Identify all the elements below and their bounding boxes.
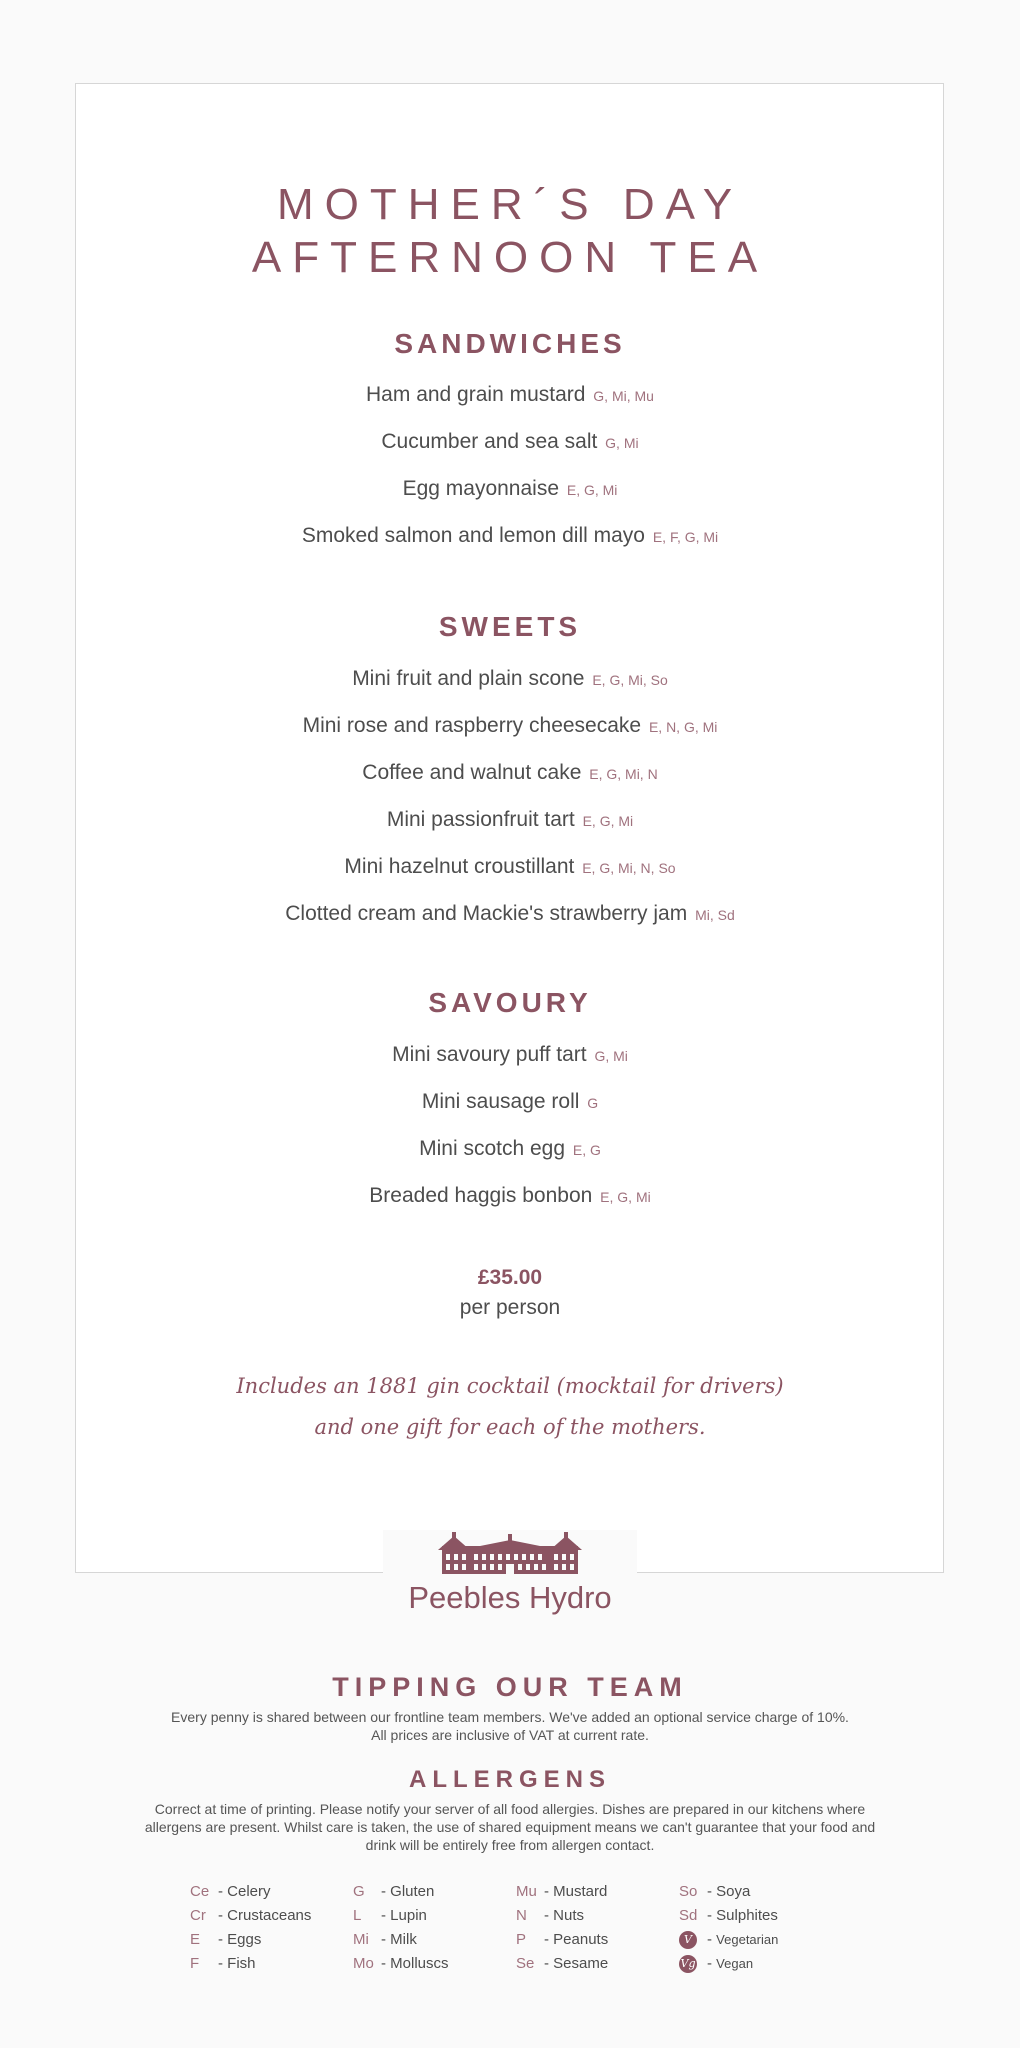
allergen-codes: G, Mi bbox=[594, 1048, 628, 1064]
allergen-codes: G, Mi, Mu bbox=[593, 388, 654, 404]
allergen-codes: E, F, G, Mi bbox=[652, 529, 719, 545]
menu-item: Cucumber and sea salt G, Mi bbox=[381, 430, 639, 453]
tipping-heading: TIPPING OUR TEAM bbox=[332, 1672, 688, 1702]
sandwiches-list bbox=[0, 372, 1020, 560]
legend-item: Mu - Mustard bbox=[516, 1883, 608, 1900]
legend-item: F - Fish bbox=[190, 1955, 256, 1972]
allergens-text: Correct at time of printing. Please notify your server of all food allergies. Dishes are prepared in our kitchens where allergens are present. Whilst care is taken, the use of shared equipment means we can't guarantee that your food and drink will be entirely free from allergen contact. bbox=[144, 1801, 876, 1853]
sweets-list bbox=[0, 656, 1020, 938]
price: £35.00 bbox=[477, 1266, 543, 1289]
tipping-text: Every penny is shared between our frontline team members. We've added an optional service charge of 10%. All prices are inclusive of VAT at current rate. bbox=[171, 1709, 849, 1743]
legend-item: Cr - Crustaceans bbox=[190, 1907, 312, 1924]
menu-item: Ham and grain mustard G, Mi, Mu bbox=[366, 383, 654, 406]
menu-item: Smoked salmon and lemon dill mayo E, F, G, Mi bbox=[301, 524, 719, 547]
allergen-codes: G, Mi bbox=[605, 435, 639, 451]
menu-item: Clotted cream and Mackie's strawberry jam Mi, Sd bbox=[285, 902, 735, 925]
legend-item: E - Eggs bbox=[190, 1931, 262, 1948]
vegetarian-icon: V bbox=[679, 1931, 697, 1949]
legend-item: Mo - Molluscs bbox=[353, 1955, 449, 1972]
menu-item: Mini scotch egg E, G bbox=[419, 1137, 601, 1160]
menu-item: Mini passionfruit tart E, G, Mi bbox=[386, 808, 634, 831]
title-line-2: AFTERNOON TEA bbox=[251, 233, 769, 282]
allergen-codes: Mi, Sd bbox=[695, 907, 735, 923]
legend-item: Ce - Celery bbox=[190, 1883, 271, 1900]
allergen-codes: E, G, Mi bbox=[582, 813, 634, 829]
menu-item: Mini fruit and plain scone E, G, Mi, So bbox=[352, 667, 668, 690]
section-heading-sandwiches: SANDWICHES bbox=[394, 328, 626, 359]
vegan-icon: Vg bbox=[679, 1955, 697, 1973]
savoury-list bbox=[0, 1032, 1020, 1220]
menu-title bbox=[0, 178, 1020, 284]
legend-item: Mi - Milk bbox=[353, 1931, 417, 1948]
title-line-1: MOTHER´S DAY bbox=[276, 180, 744, 229]
menu-item: Mini rose and raspberry cheesecake E, N, G, Mi bbox=[302, 714, 718, 737]
menu-item: Mini hazelnut croustillant E, G, Mi, N, So bbox=[344, 855, 676, 878]
allergen-legend-col-3 bbox=[516, 1880, 608, 1976]
brand-name: Peebles Hydro bbox=[408, 1580, 612, 1615]
allergen-codes: E, G, Mi, N bbox=[589, 766, 658, 782]
section-heading-savoury: SAVOURY bbox=[428, 987, 592, 1018]
menu-item: Mini savoury puff tart G, Mi bbox=[392, 1043, 628, 1066]
allergen-codes: E, N, G, Mi bbox=[648, 719, 718, 735]
menu-item: Mini sausage roll G bbox=[421, 1090, 599, 1113]
allergen-legend-col-2 bbox=[353, 1880, 449, 1976]
legend-item: V - Vegetarian bbox=[679, 1928, 778, 1952]
menu-item: Coffee and walnut cake E, G, Mi, N bbox=[362, 761, 658, 784]
legend-item: Vg - Vegan bbox=[680, 1955, 754, 1972]
allergen-legend-col-4 bbox=[679, 1880, 778, 1976]
legend-item: L - Lupin bbox=[353, 1907, 427, 1924]
includes-note: Includes an 1881 gin cocktail (mocktail for drivers) and one gift for each of the mothers. bbox=[236, 1374, 784, 1439]
section-heading-sweets: SWEETS bbox=[438, 611, 582, 642]
allergen-codes: G bbox=[587, 1095, 599, 1111]
allergen-codes: E, G, Mi bbox=[566, 482, 618, 498]
allergen-codes: E, G, Mi, So bbox=[592, 672, 668, 688]
menu-item: Breaded haggis bonbon E, G, Mi bbox=[369, 1184, 651, 1207]
allergens-heading: ALLERGENS bbox=[408, 1766, 611, 1793]
price-unit: per person bbox=[459, 1296, 561, 1319]
legend-item: P - Peanuts bbox=[516, 1931, 609, 1948]
legend-item: G - Gluten bbox=[353, 1883, 435, 1900]
legend-item: N - Nuts bbox=[516, 1907, 585, 1924]
building-icon bbox=[430, 1532, 590, 1576]
allergen-codes: E, G, Mi, N, So bbox=[582, 860, 676, 876]
allergen-codes: E, G, Mi bbox=[600, 1189, 651, 1205]
allergen-legend-col-1 bbox=[190, 1880, 311, 1976]
legend-item: So - Soya bbox=[679, 1883, 751, 1900]
legend-item: Se - Sesame bbox=[516, 1955, 609, 1972]
menu-item: Egg mayonnaise E, G, Mi bbox=[402, 477, 618, 500]
allergen-codes: E, G bbox=[572, 1142, 601, 1158]
legend-item: Sd - Sulphites bbox=[679, 1907, 778, 1924]
